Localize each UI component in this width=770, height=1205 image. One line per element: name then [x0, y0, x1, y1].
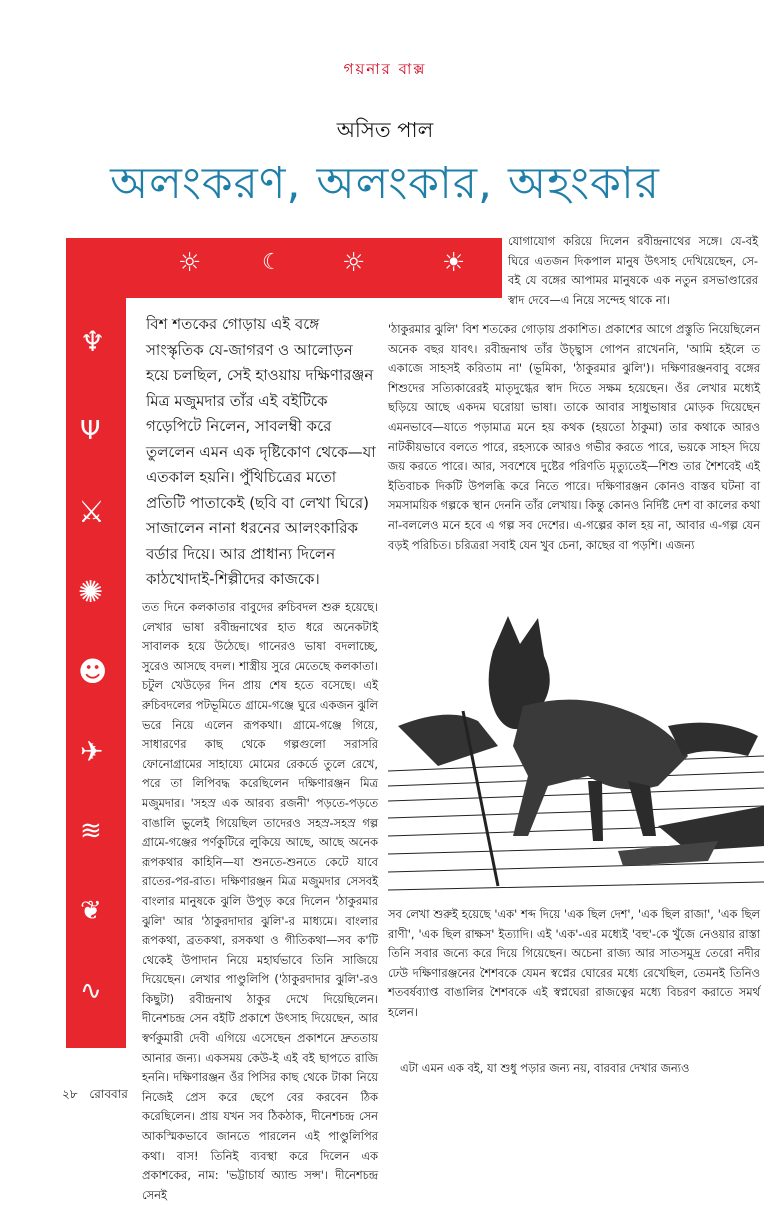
- lamp-icon: ♆: [80, 325, 106, 358]
- snake-icon: ∿: [80, 976, 102, 1006]
- crescent-icon: ☾: [262, 250, 282, 275]
- sun-icon: ☼: [178, 248, 202, 278]
- publication-name: রোববার: [89, 1087, 128, 1101]
- author-name: অসিত পাল: [336, 118, 434, 142]
- article-text-right-bottom: সব লেখা শুরুই হয়েছে 'এক' শব্দ দিয়ে 'এক ছিল দেশ', 'এক ছিল রাজা', 'এক ছিল রাণী', 'এক ছিল রাক্ষস' ইত্যাদি। এই 'এক'-এর মধ্যেই 'বহু'-কে খুঁজে নেওয়ার রাস্তা তিনি সবার জন্যে করে দিয়ে গিয়েছেন। অচেনা রাজ্য আর সাতসমুদ্র তেরো নদীর ঢেউ দক্ষিণারঞ্জনের শৈশবকে যেমন স্বপ্নের ঘোরের মধ্যে রেখেছিল, তেমনই তিনিও শতবর্ষব্যাপ্ত বাঙালির শৈশবকে এই স্বপ্নঘেরা রাজত্বের মধ্যে বিচরণ করাতে সমর্থ হলেন।: [388, 907, 760, 1019]
- article-closing-line: এটা এমন এক বই, যা শুধু পড়ার জন্য নয়, বারবার দেখার জন্যও: [400, 1061, 690, 1075]
- article-text-left: তত দিনে কলকাতার বাবুদের রুচিবদল শুরু হয়েছে। লেখার ভাষা রবীন্দ্রনাথের হাত ধরে অনেকটাই সাবালক হয়ে উঠেছে। গানেরও ভাষা বদলাচ্ছে, সুরেও আসছে বদল। শাস্ত্রীয় সুরে মেতেছে কলকাতা। চটুল খেউড়ের দিন প্রায় শেষ হতে বসেছে। এই রুচিবদলের পটভূমিতে গ্রামে-গঞ্জে ঘুরে একজন ঝুলি ভরে নিয়ে এলেন রূপকথা। গ্রামে-গঞ্জে গিয়ে, সাধারণের কাছ থেকে গল্পগুলো সরাসরি ফোনোগ্রামের সাহায্যে মোমের রেকর্ডে তুলে রেখে, পরে তা লিপিবদ্ধ করেছিলেন দক্ষিণারঞ্জন মিত্র মজুমদার। 'সহস্র এক আরব্য রজনী' পড়তে-পড়তে বাঙালি ভুলেই গিয়েছিল তাদেরও সহস্র-সহস্র গল্প গ্রামে-গঞ্জের পর্ণকুটিরে লুকিয়ে আছে, আছে অনেক রূপকথার কাহিনি—যা শুনতে-শুনতে কেটে যাবে রাতের-পর-রাত। দক্ষিণারঞ্জন মিত্র মজুমদার সেসবই বাংলার মানুষকে ঝুলি উপুড় করে দিলেন 'ঠাকুরমার ঝুলি' আর 'ঠাকুরদাদার ঝুলি'-র মাধ্যমে। বাংলার রূপকথা, ব্রতকথা, রসকথা ও গীতিকথা—সব ক'টি থেকেই উপাদান নিয়ে মহার্ঘভাবে তিনি সাজিয়ে দিয়েছেন। লেখার পাণ্ডুলিপি ('ঠাকুরদাদার ঝুলি'-রও কিছুটা) রবীন্দ্রনাথ ঠাকুর দেখে দিয়েছিলেন। দীনেশচন্দ্র সেন বইটি প্রকাশে উৎসাহ দিয়েছেন, আর স্বর্ণকুমারী দেবী এগিয়ে এসেছেন প্রকাশনে দ্রুততায় আনার জন্য। একসময় কেউ-ই এই বই ছাপতে রাজি হননি। দক্ষিণারঞ্জন ওঁর পিসির কাছ থেকে টাকা নিয়ে নিজেই প্রেস করে ছেপে বের করবেন ঠিক করেছিলেন। প্রায় যখন সব ঠিকঠাক, দীনেশচন্দ্র সেন আকস্মিকভাবে জানতে পারলেন এই পাণ্ডুলিপির কথা। বাস! তিনিই ব্যবস্থা করে দিলেন এক প্রকাশকের, নাম: 'ভট্টাচার্য অ্যান্ড সন্স'। দীনেশচন্দ্র সেনই: [142, 600, 378, 1202]
- bird-icon: ✈: [80, 735, 104, 768]
- crossed-swords-icon: ⚔: [78, 495, 105, 530]
- section-label: গয়নার বাক্স: [343, 60, 427, 78]
- trident-icon: Ψ: [80, 416, 101, 446]
- plant-icon: ❦: [80, 896, 102, 926]
- page-footer: [62, 1086, 128, 1106]
- decorative-border-left: [66, 238, 126, 1048]
- crocodile-icon: ≋: [80, 816, 102, 846]
- page-number: ২৮: [62, 1087, 78, 1101]
- page-title: অলংকরণ, অলংকার, অহংকার: [110, 158, 660, 209]
- sun-icon: ☼: [342, 248, 366, 278]
- sun-face-icon: ☀: [442, 248, 466, 278]
- decorative-border-top: [66, 238, 502, 298]
- fox-woodcut-illustration: [388, 596, 764, 896]
- pull-quote: বিশ শতকের গোড়ায় এই বঙ্গে সাংস্কৃতিক যে-জাগরণ ও আলোড়ন হয়ে চলছিল, সেই হাওয়ায় দক্ষিণারঞ্জন মিত্র মজুমদার তাঁর এই বইটিকে গড়েপিটে নিলেন, সাবলম্বী করে তুললেন এমন এক দৃষ্টিকোণ থেকে—যা এতকাল হয়নি। পুঁথিচিত্রের মতো প্রতিটি পাতাকেই (ছবি বা লেখা ঘিরে) সাজালেন নানা ধরনের আলংকারিক বর্ডার দিয়ে। আর প্রাধান্য দিলেন কাঠখোদাই-শিল্পীদের কাজকে।: [146, 315, 376, 588]
- article-text-right-middle: 'ঠাকুরমার ঝুলি' বিশ শতকের গোড়ায় প্রকাশিত। প্রকাশের আগে প্রস্তুতি নিয়েছিলেন অনেক বছর যাবৎ। রবীন্দ্রনাথ তাঁর উচ্ছ্বাস গোপন রাখেননি, 'আমি হইলে ত একাজে সাহসই করিতাম না' (ভূমিকা, 'ঠাকুরমার ঝুলি')। দক্ষিণারঞ্জনবাবু বঙ্গের শিশুদের সত্যিকারেরই মাতৃদুগ্ধের স্বাদ দিতে সক্ষম হয়েছেন। ওঁর লেখার মধ্যেই ছড়িয়ে আছে একদম ঘরোয়া ভাষা। তাকে আবার সাধুভাষার মোড়ক দিয়েছেন এমনভাবে—যাতে পড়ামাত্র মনে হয় কথক (হয়তো ঠাকুমা) তার কথাকে আরও নাটকীয়ভাবে বলতে পারে, রহস্যকে আরও গভীর করতে পারে, ভয়কে সাহস দিয়ে জয় করতে পারে। আর, সবশেষে দুষ্টের পরিণতি মৃত্যুতেই—শিশু তার শৈশবেই এই ইতিবাচক দিকটি উপলব্ধি করে নিতে পারে। দক্ষিণারঞ্জন কোনও বাস্তব ঘটনা বা সমসাময়িক গল্পকে স্থান দেননি তাঁর লেখায়। কিন্তু কোনও নির্দিষ্ট দেশ বা কালের কথা না-বললেও মনে হবে এ গল্প সব দেশের। এ-গল্পের কাল হয় না, আবার এ-গল্প যেন বড়ই পরিচিত। চরিত্ররা সবাই যেন খুব চেনা, কাছের বা পড়শি। এজন্য: [388, 322, 760, 552]
- owl-icon: ☻: [78, 655, 108, 688]
- mandala-icon: ✺: [78, 575, 104, 610]
- article-text-right-top: যোগাযোগ করিয়ে দিলেন রবীন্দ্রনাথের সঙ্গে। যে-বই ঘিরে এতজন দিকপাল মানুষ উৎসাহ দেখিয়েছেন, সে-বই যে বঙ্গের আপামর মানুষকে এক নতুন রসভাণ্ডারের স্বাদ দেবে—এ নিয়ে সন্দেহ থাকে না।: [508, 234, 758, 307]
